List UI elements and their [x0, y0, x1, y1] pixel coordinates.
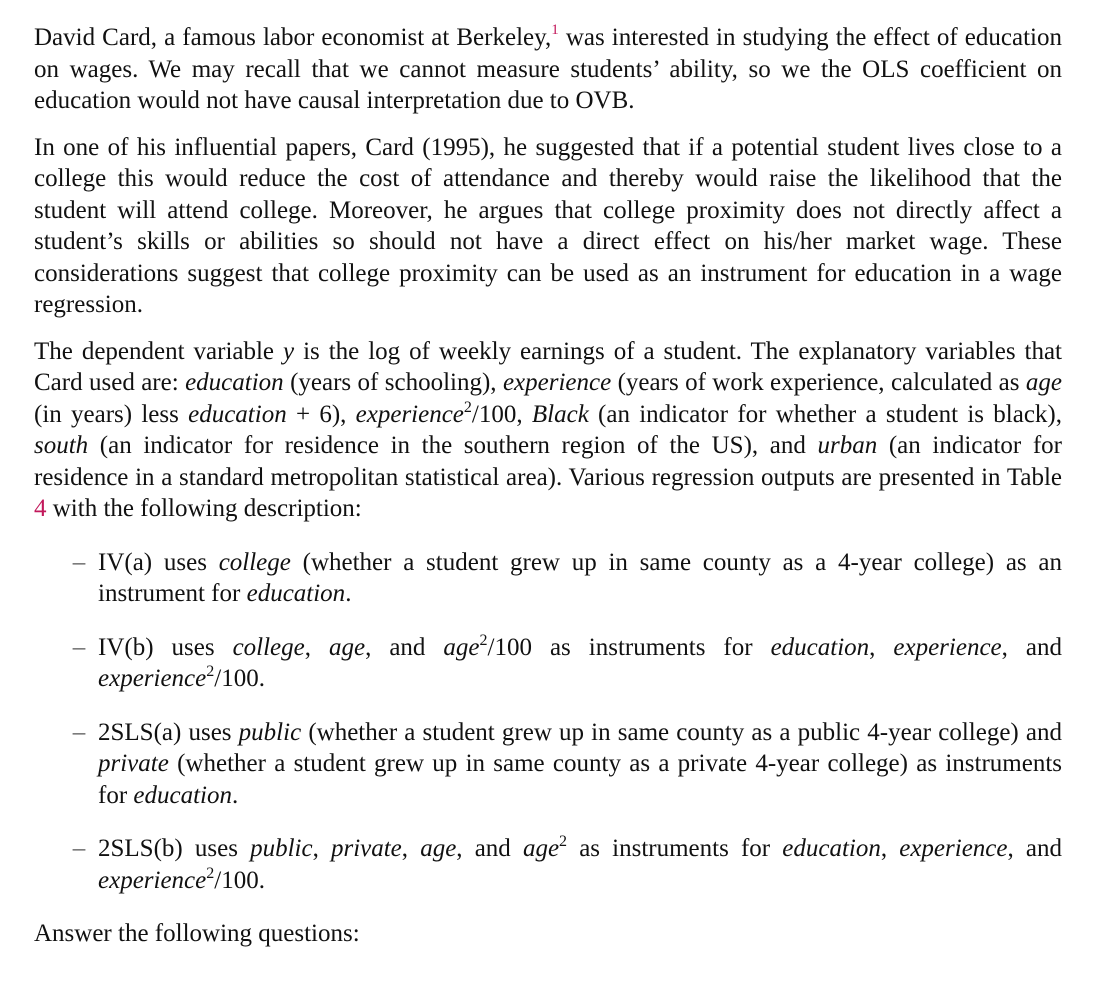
- list-dash: –: [72, 633, 86, 661]
- list-item-2sls-a: – 2SLS(a) uses public (whether a student grew up in same county as a public 4-year college) and private (whether a student grew up in same county as a private 4-year college) as instruments for education.: [72, 718, 1062, 809]
- list-dash: –: [72, 548, 86, 576]
- intro-paragraph: David Card, a famous labor economist at Berkeley,$^1$ was interested in studying the effect of education on wages. We may recall that we cannot measure students’ ability, so we the OLS coefficient on education would not have causal interpretation due to OVB.: [34, 22, 1062, 114]
- footnote-marker[interactable]: 1: [551, 22, 559, 38]
- card-1995-paragraph: In one of his influential papers, Card (1995), he suggested that if a potential student lives close to a college this would reduce the cost of attendance and thereby would raise the likelihood that the student will attend college. Moreover, he argues that college proximity does not directly affect a student’s skills or abilities so should not have a direct effect on his/her market wage. These considerations suggest that college proximity can be used as an instrument for education in a wage regression.: [34, 133, 1062, 318]
- list-item-2sls-b: – 2SLS(b) uses public, private, age, and age$^2$ as instruments for education, experience, and experience$^2$/100.: [72, 833, 1062, 894]
- list-item-iv-b: – IV(b) uses college, age, and age$^2$/100 as instruments for education, experience, and experience$^2$/100.: [72, 631, 1062, 692]
- instrument-list: [34, 547, 1062, 897]
- table-4-link[interactable]: 4: [34, 495, 47, 522]
- answer-prompt: Answer the following questions:: [34, 920, 360, 947]
- list-dash: –: [72, 835, 86, 862]
- list-item-iv-a: – IV(a) uses college (whether a student grew up in same county as a 4-year college) as an instrument for education.: [72, 548, 1062, 607]
- variables-paragraph: The dependent variable y is the log of weekly earnings of a student. The explanatory variables that Card used are: education (years of schooling), experience (years of work experience, calculated as age (in years) less education + 6), experience$^2$/100, Black (an indicator for whether a student is black), south (an indicator for residence in the southern region of the US), and urban (an indicator for residence in a standard metropolitan statistical area). Various regression outputs are presented in Table 4 with the following description:: [34, 337, 1063, 522]
- list-dash: –: [72, 718, 86, 746]
- document-body: [34, 22, 1062, 950]
